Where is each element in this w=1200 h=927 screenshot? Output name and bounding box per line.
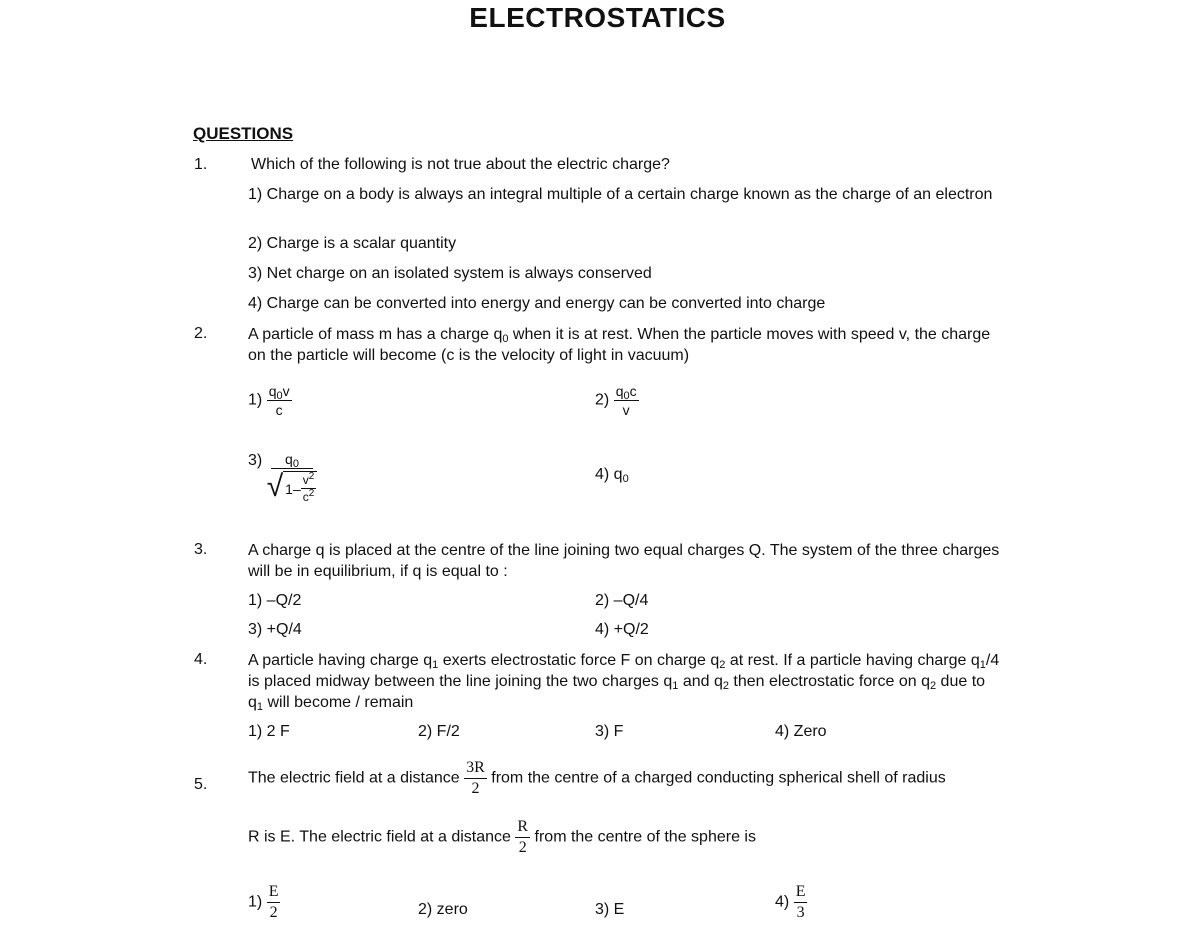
question-1-text: Which of the following is not true about the electric charge?	[251, 156, 670, 173]
question-1-number: 1.	[194, 156, 208, 173]
question-4-option-1: 1) 2 F	[248, 723, 290, 740]
question-4-text: A particle having charge $q_1$ exerts electrostatic force F on charge $q_2$ at rest. If a particle having charge $q_1/4$ is placed midway between the line joining the two charges $q_1$ and $q_2$ then electrostatic force on $q_2$ due to $q_1$ will become / remain	[248, 652, 1000, 713]
question-2-option-2: 2) $\frac{q_0c}{v}$	[595, 383, 637, 418]
question-2-number: 2.	[194, 325, 208, 342]
question-3-option-1: 1) –Q/2	[248, 592, 302, 609]
question-4-option-3: 3) F	[595, 723, 624, 740]
question-3-option-3: 3) +Q/4	[248, 621, 302, 638]
question-5-number: 5.	[194, 776, 208, 793]
question-1-option-4: 4) Charge can be converted into energy and energy can be converted into charge	[248, 295, 826, 312]
question-4-option-4: 4) Zero	[775, 723, 827, 740]
question-5-line-2: R is E. The electric field at a distance $\frac{R}{2}$ from the centre of the sphere is	[248, 818, 756, 856]
question-2-option-1: 1) $\frac{q_0v}{c}$	[248, 383, 290, 418]
question-2-text: A particle of mass m has a charge $q_0$ when it is at rest. When the particle moves with speed v, the charge on the particle will become (c is the velocity of light in vacuum)	[248, 326, 991, 364]
section-heading: QUESTIONS	[193, 124, 294, 143]
question-3-text: A charge q is placed at the centre of the line joining two equal charges Q. The system of the three charges will be in equilibrium, if q is equal to :	[248, 542, 1000, 580]
question-3-option-4: 4) +Q/2	[595, 621, 649, 638]
question-3-number: 3.	[194, 541, 208, 558]
question-2-option-4: 4) $q_0$	[595, 466, 629, 485]
question-5-line-1: The electric field at a distance $\frac{3R}{2}$ from the centre of a charged conducting spherical shell of radius	[248, 759, 946, 797]
question-4-option-2: 2) F/2	[418, 723, 460, 740]
question-5-option-1: 1) $\frac{E}{2}$	[248, 883, 279, 921]
question-5-option-2: 2) zero	[418, 901, 468, 918]
document-title: ELECTROSTATICS	[469, 2, 726, 33]
question-5-option-3: 3) E	[595, 901, 625, 918]
question-5-option-4: 4) $\frac{E}{3}$	[775, 883, 806, 921]
question-1-option-2: 2) Charge is a scalar quantity	[248, 235, 457, 252]
question-1-option-3: 3) Net charge on an isolated system is always conserved	[248, 265, 652, 282]
question-3-option-2: 2) –Q/4	[595, 592, 649, 609]
question-4-number: 4.	[194, 651, 208, 668]
question-2-option-3: 3) $q_0$ √ 1 – $v^2$ $c^2$	[248, 452, 317, 503]
question-1-option-1: 1) Charge on a body is always an integral multiple of a certain charge known as the charge of an electron	[248, 186, 993, 203]
